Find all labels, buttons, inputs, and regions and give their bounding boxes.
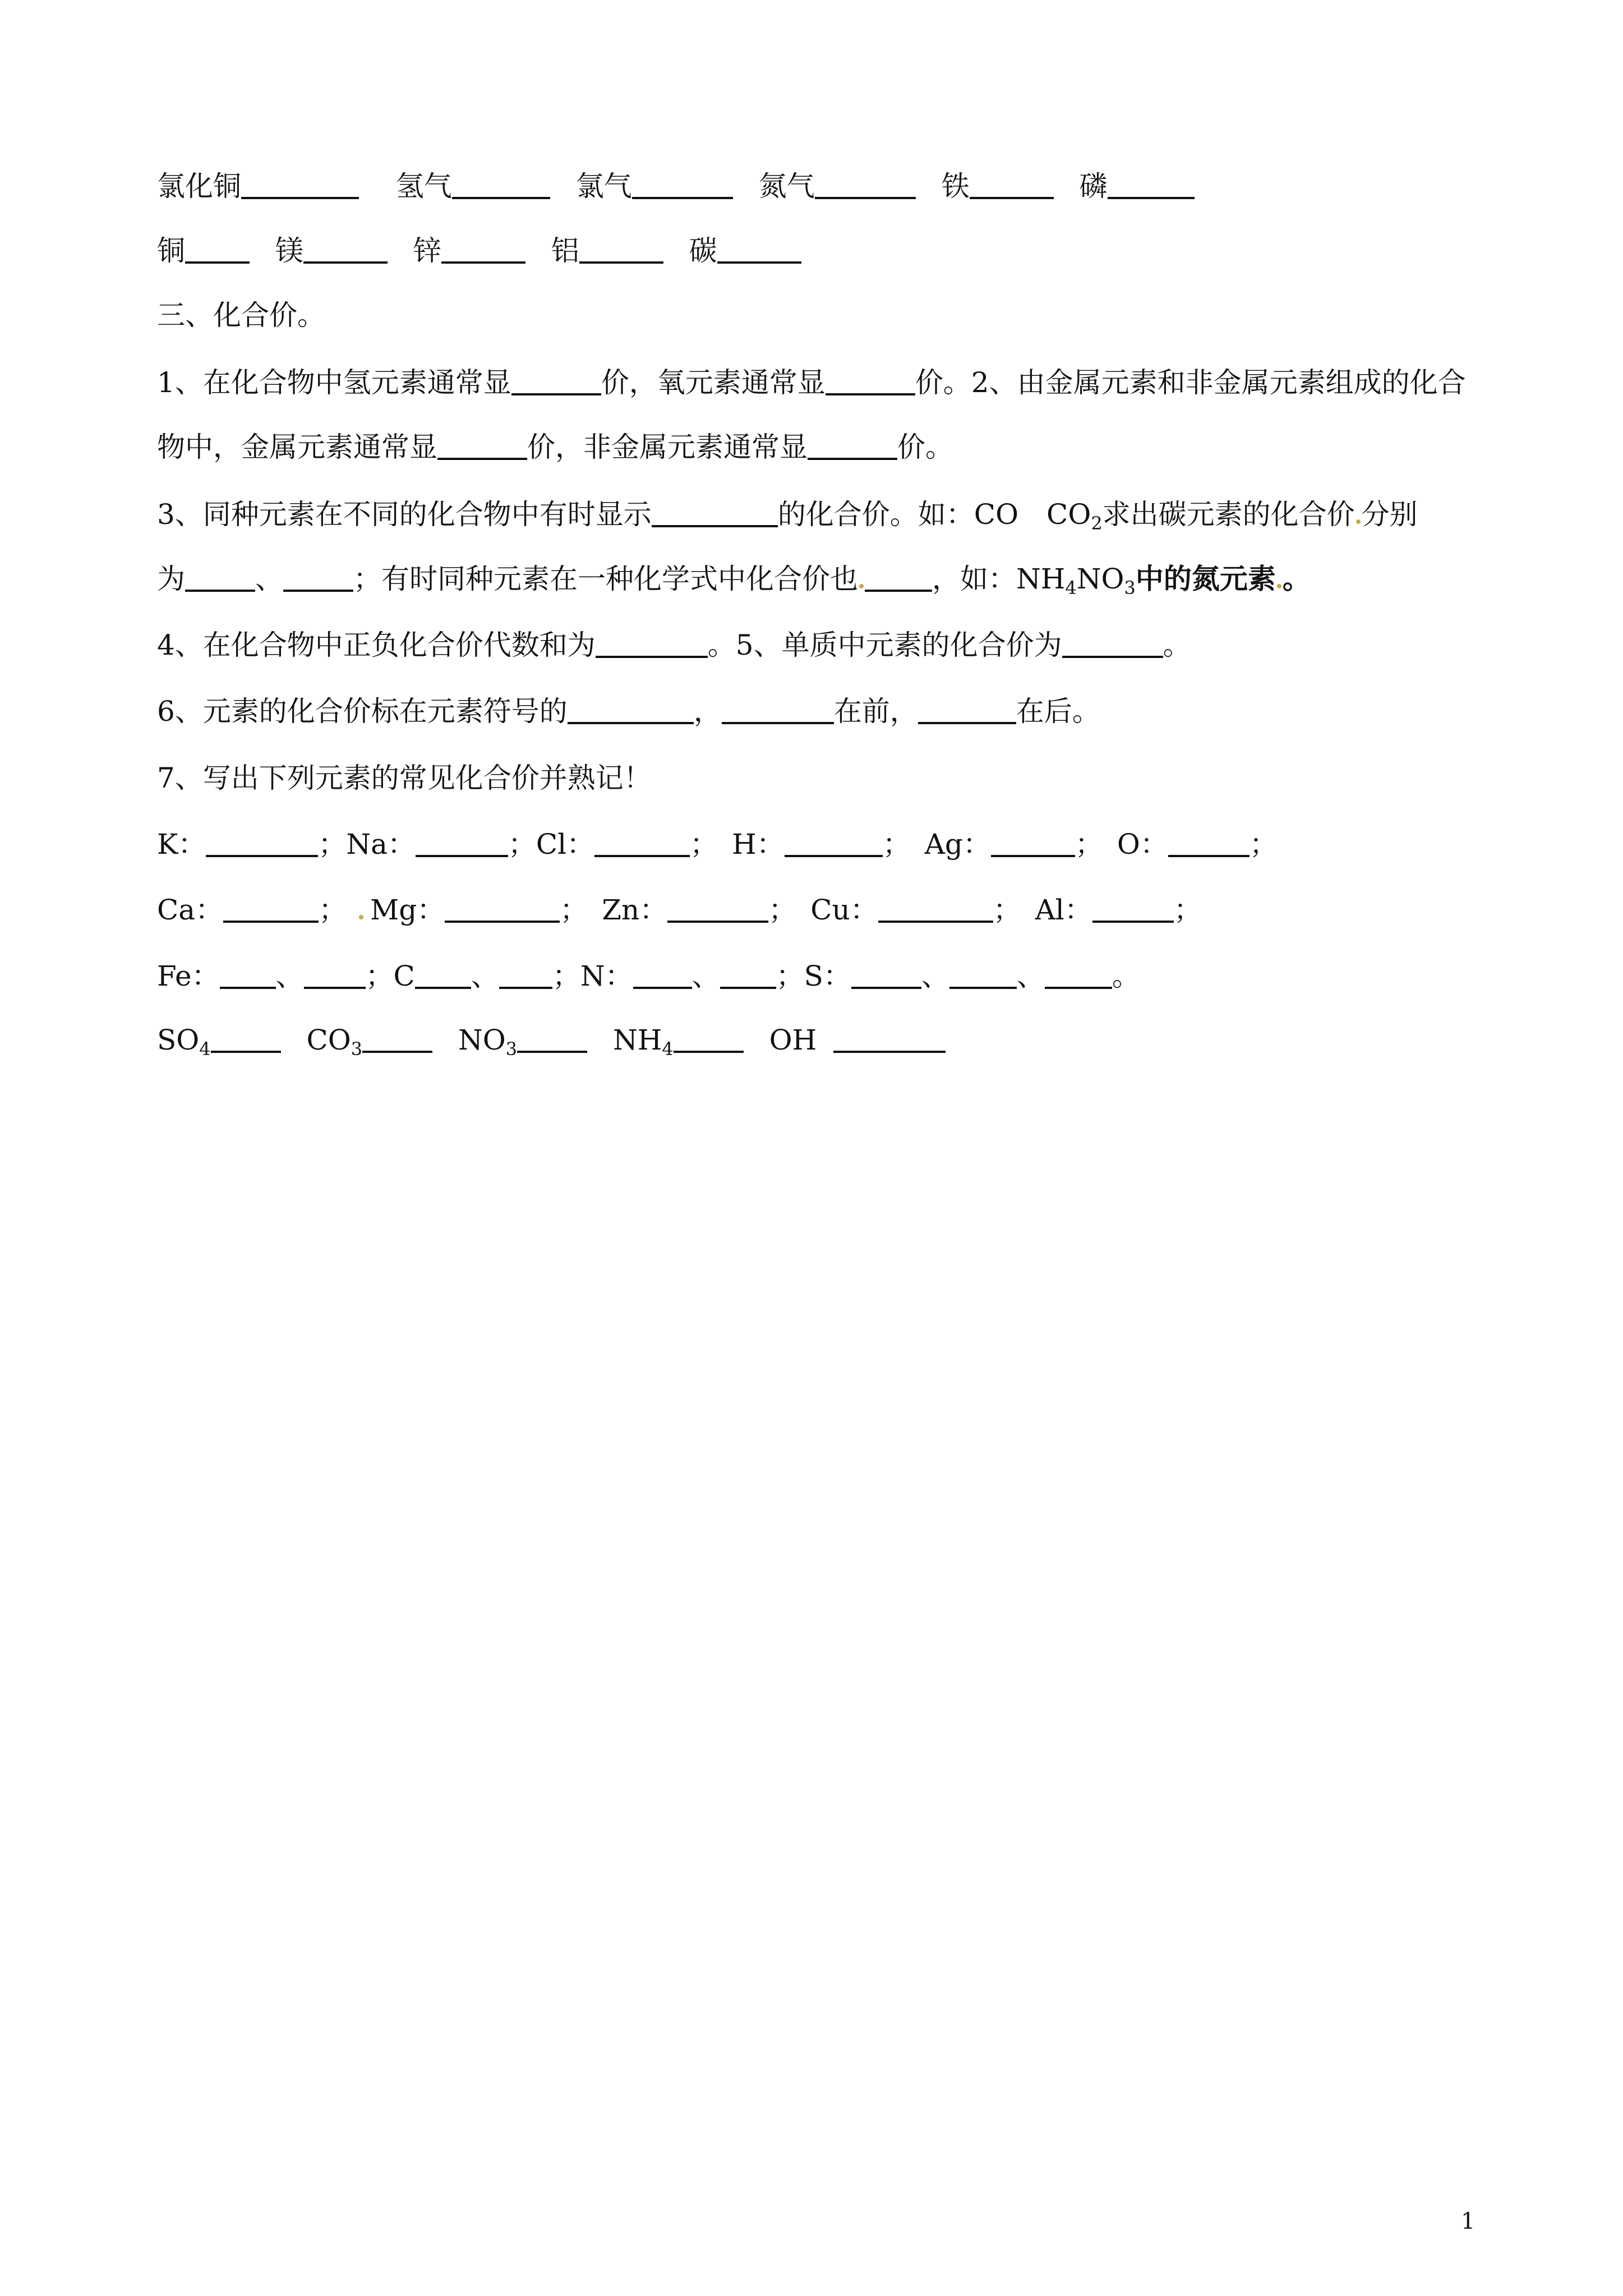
radical-so4: SO [157,1024,200,1056]
q3-subscript: 2 [1091,513,1103,534]
separator: 、 [921,960,949,992]
blank[interactable] [865,565,932,592]
blank[interactable] [499,962,552,989]
question-6 [157,693,1100,729]
label-copper-chloride: 氯化铜 [157,170,241,203]
q3-text-b: 的化合价。如：CO CO [777,498,1091,531]
blank[interactable] [594,830,690,857]
label-zinc: 锌 [413,234,441,267]
separator: 、 [691,960,720,992]
separator: ； [319,894,347,926]
element-al: ； Al： [993,894,1092,926]
blank[interactable] [596,631,708,658]
blank[interactable] [445,896,560,923]
element-fe: Fe： [157,960,220,992]
mark-dot [359,915,363,919]
blank[interactable] [185,237,250,264]
blank[interactable] [1092,896,1174,923]
q3-text-d: 分别 [1361,498,1418,531]
q6-text-a: 6、元素的化合价标在元素符号的 [157,695,568,728]
page-number: 1 [1461,2208,1476,2234]
blank[interactable] [283,565,353,592]
blank[interactable] [632,172,733,199]
blank[interactable] [579,237,663,264]
element-k: K： [157,828,206,861]
separator: 、 [275,960,304,992]
blank[interactable] [517,1026,587,1053]
label-magnesium: 镁 [275,234,303,267]
q1-text-b: 价，氧元素通常显 [601,366,826,399]
blank[interactable] [415,962,471,989]
label-chlorine: 氯气 [575,170,632,203]
blank[interactable] [1062,631,1163,658]
blank[interactable] [633,962,692,989]
q1-text-f: 价。 [897,431,953,463]
blank[interactable] [568,697,694,724]
radicals-row [157,1022,946,1058]
blank[interactable] [674,1026,744,1053]
question-1-line-1 [157,365,1466,401]
blank[interactable] [223,896,319,923]
radical-nh4: NH [613,1024,662,1056]
question-4-5 [157,627,1191,663]
q1-text-d: 物中，金属元素通常显 [157,431,437,463]
blank[interactable] [1168,830,1249,857]
blank[interactable] [722,697,834,724]
q1-text-e: 价，非金属元素通常显 [527,431,808,463]
q3-text-f: 、 [255,563,283,595]
blank[interactable] [211,1026,281,1053]
section-title: 三、化合价。 [157,299,325,332]
blank[interactable] [437,433,527,460]
radical-co3: CO [306,1024,351,1056]
element-cl: ；Cl： [508,828,595,861]
blank[interactable] [1045,962,1112,989]
blank[interactable] [303,237,388,264]
q3-text-g: ；有时同种元素在一种化学式中化合价也 [353,563,858,595]
blank[interactable] [1108,172,1195,199]
blank[interactable] [416,830,508,857]
separator: 、 [1016,960,1045,992]
q1-text-c: 价。2、由金属元素和非金属元素组成的化合 [915,366,1466,399]
blank[interactable] [241,172,359,199]
blank[interactable] [441,237,525,264]
mark-dot [859,584,864,588]
element-ca: Ca： [157,894,224,926]
separator: ； [1173,894,1202,926]
radical-subscript: 3 [505,1038,518,1060]
label-aluminum: 铝 [551,234,579,267]
label-iron: 铁 [941,170,970,203]
blank[interactable] [206,830,318,857]
blank[interactable] [826,369,915,395]
blank[interactable] [918,697,1016,724]
label-carbon: 碳 [689,234,717,267]
blank[interactable] [815,172,916,199]
separator: 、 [471,960,499,992]
row-substances-1 [157,168,1195,204]
blank[interactable] [720,962,776,989]
separator: 。 [1112,960,1140,992]
element-cu: ； Cu： [768,894,878,926]
radical-no3: NO [458,1024,506,1056]
elements-row-1 [157,826,1278,862]
q3-text-e: 为 [157,563,185,595]
blank[interactable] [785,830,883,857]
element-zn: ； Zn： [560,894,668,926]
element-ag: ； Ag： [882,828,991,861]
q3-text-h2: NO [1076,563,1124,595]
element-h: ； H： [690,828,785,861]
label-hydrogen: 氢气 [395,170,452,203]
label-nitrogen: 氮气 [758,170,815,203]
q3-text-h: ，如：NH [932,563,1066,595]
blank[interactable] [304,962,366,989]
blank[interactable] [808,433,897,460]
blank[interactable] [970,172,1054,199]
question-3-line-2 [157,561,1311,597]
q3-text-j: 。 [1282,562,1311,595]
element-s: ；S： [776,960,851,992]
q4-text-b: 。5、单质中元素的化合价为 [707,629,1062,661]
element-n: ；N： [552,960,633,992]
radical-subscript: 4 [199,1038,211,1060]
question-7: 7、写出下列元素的常见化合价并熟记！ [157,762,652,794]
blank[interactable] [833,1026,946,1053]
blank[interactable] [511,369,601,395]
blank[interactable] [185,565,255,592]
blank[interactable] [878,896,993,923]
label-copper: 铜 [157,234,185,267]
q6-text-c: 在前， [833,695,918,728]
blank[interactable] [652,500,778,527]
blank[interactable] [851,962,921,989]
element-o: ； O： [1075,828,1168,861]
q3-text-a: 3、同种元素在不同的化合物中有时显示 [157,498,652,531]
mark-dot [1277,584,1281,588]
blank[interactable] [949,962,1017,989]
question-3-line-1 [157,496,1418,532]
element-na: ；Na： [318,828,416,861]
blank[interactable] [220,962,276,989]
blank[interactable] [362,1026,432,1053]
elements-row-3 [157,958,1140,994]
label-phosphorus: 磷 [1079,170,1108,203]
blank[interactable] [717,237,801,264]
q3-text-i: 中的氮元素 [1135,562,1276,595]
mark-dot [1356,519,1361,524]
q3-subscript: 4 [1065,577,1077,599]
blank[interactable] [452,172,550,199]
q4-text-a: 4、在化合物中正负化合价代数和为 [157,629,596,661]
element-mg: Mg： [370,894,445,926]
q3-text-c: 求出碳元素的化合价 [1102,498,1355,531]
radical-oh: OH [769,1024,817,1056]
blank[interactable] [991,830,1075,857]
radical-subscript: 3 [351,1038,363,1060]
elements-row-2 [157,892,1202,928]
q6-text-d: 在后。 [1016,695,1100,728]
blank[interactable] [667,896,768,923]
q6-text-b: ， [693,695,722,728]
question-1-line-2 [157,429,953,465]
element-c: ；C [365,960,415,992]
radical-subscript: 4 [662,1038,674,1060]
q4-text-c: 。 [1163,629,1191,661]
q3-subscript: 3 [1124,577,1136,599]
row-substances-2 [157,233,801,269]
separator: ； [1249,828,1278,861]
q1-text-a: 1、在化合物中氢元素通常显 [157,366,511,399]
